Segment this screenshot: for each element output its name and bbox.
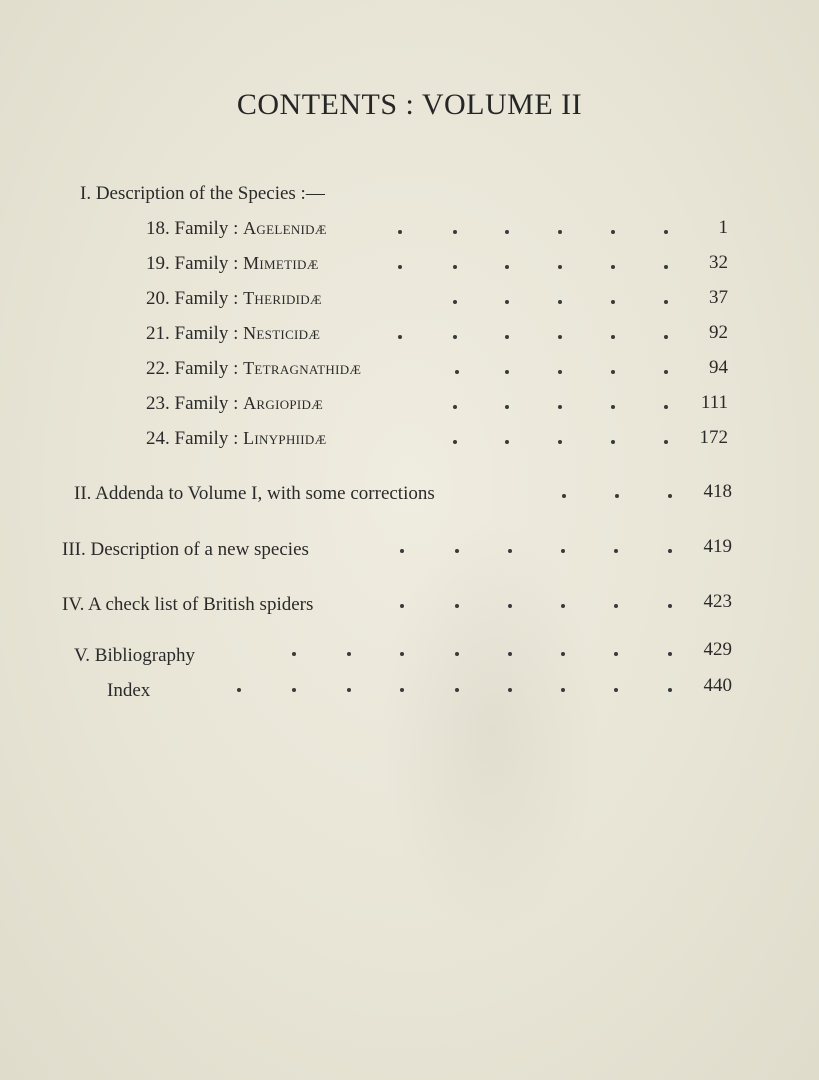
leader-dot — [455, 604, 459, 608]
family-number: 18. Family : — [146, 218, 239, 239]
family-name: Tetragnathidæ — [243, 358, 362, 378]
toc-entry-family-23 — [146, 389, 323, 417]
leader-dot — [558, 265, 562, 269]
leader-dot — [558, 370, 562, 374]
leader-dot — [453, 335, 457, 339]
toc-entry-bibliography: V. Bibliography — [74, 645, 196, 666]
family-number: 23. Family : — [146, 393, 239, 414]
family-number: 20. Family : — [146, 288, 239, 309]
leader-dot — [505, 370, 509, 374]
leader-dot — [664, 440, 668, 444]
page-number: 440 — [703, 675, 732, 696]
leader-dot — [455, 688, 459, 692]
leader-dot — [453, 405, 457, 409]
leader-dot — [668, 652, 672, 656]
page-number: 37 — [709, 287, 728, 308]
leader-dot — [668, 549, 672, 553]
leader-dot — [614, 688, 618, 692]
leader-dot — [398, 335, 402, 339]
leader-dot — [558, 440, 562, 444]
leader-dot — [453, 265, 457, 269]
toc-entry-addenda: II. Addenda to Volume I, with some corrections — [74, 483, 435, 504]
toc-entry-check-list: IV. A check list of British spiders — [62, 594, 314, 615]
leader-dot — [561, 688, 565, 692]
leader-dot — [292, 652, 296, 656]
leader-dot — [558, 405, 562, 409]
page-number: 111 — [700, 392, 728, 413]
leader-dot — [611, 265, 615, 269]
family-number: 22. Family : — [146, 358, 239, 379]
show-through-shadow — [380, 520, 600, 940]
leader-dot — [561, 604, 565, 608]
family-name: Nesticidæ — [243, 323, 321, 343]
leader-dot — [292, 688, 296, 692]
leader-dot — [398, 230, 402, 234]
family-name: Mimetidæ — [243, 253, 319, 273]
toc-entry-family-18 — [146, 214, 327, 242]
toc-entry-family-22 — [146, 354, 361, 382]
leader-dot — [453, 440, 457, 444]
leader-dot — [558, 335, 562, 339]
family-number: 21. Family : — [146, 323, 239, 344]
page-number: 429 — [703, 639, 732, 660]
leader-dot — [455, 370, 459, 374]
leader-dot — [664, 335, 668, 339]
leader-dot — [664, 370, 668, 374]
leader-dot — [561, 652, 565, 656]
leader-dot — [614, 549, 618, 553]
leader-dot — [664, 300, 668, 304]
leader-dot — [398, 265, 402, 269]
leader-dot — [508, 688, 512, 692]
leader-dot — [505, 335, 509, 339]
page-number: 418 — [703, 481, 732, 502]
leader-dot — [505, 405, 509, 409]
leader-dot — [611, 405, 615, 409]
toc-entry-new-species: III. Description of a new species — [62, 539, 309, 560]
toc-entry-index: Index — [107, 680, 151, 701]
leader-dot — [508, 604, 512, 608]
leader-dot — [614, 604, 618, 608]
leader-dot — [505, 265, 509, 269]
leader-dot — [615, 494, 619, 498]
leader-dot — [558, 230, 562, 234]
leader-dot — [561, 549, 565, 553]
leader-dot — [668, 494, 672, 498]
leader-dot — [668, 688, 672, 692]
section-heading-description: I. Description of the Species :— — [80, 183, 325, 204]
leader-dot — [505, 230, 509, 234]
family-name: Therididæ — [243, 288, 322, 308]
leader-dot — [611, 370, 615, 374]
page-number: 32 — [709, 252, 728, 273]
page-number: 423 — [703, 591, 732, 612]
leader-dot — [611, 335, 615, 339]
leader-dot — [455, 652, 459, 656]
leader-dot — [508, 549, 512, 553]
leader-dot — [664, 405, 668, 409]
leader-dot — [400, 688, 404, 692]
page-number: 92 — [709, 322, 728, 343]
toc-entry-family-20 — [146, 284, 322, 312]
leader-dot — [508, 652, 512, 656]
leader-dot — [237, 688, 241, 692]
leader-dot — [611, 230, 615, 234]
toc-entry-family-21 — [146, 319, 320, 347]
leader-dot — [558, 300, 562, 304]
family-name: Argiopidæ — [243, 393, 324, 413]
leader-dot — [453, 300, 457, 304]
toc-entry-family-19 — [146, 249, 319, 277]
leader-dot — [400, 652, 404, 656]
leader-dot — [455, 549, 459, 553]
leader-dot — [664, 265, 668, 269]
leader-dot — [505, 300, 509, 304]
page-title: CONTENTS : VOLUME II — [236, 88, 583, 121]
leader-dot — [611, 300, 615, 304]
leader-dot — [505, 440, 509, 444]
leader-dot — [347, 652, 351, 656]
leader-dot — [347, 688, 351, 692]
leader-dot — [664, 230, 668, 234]
leader-dot — [400, 604, 404, 608]
family-name: Linyphiidæ — [243, 428, 327, 448]
leader-dot — [668, 604, 672, 608]
leader-dot — [562, 494, 566, 498]
page-number: 172 — [699, 427, 728, 448]
leader-dot — [611, 440, 615, 444]
family-number: 19. Family : — [146, 253, 239, 274]
page-number: 419 — [703, 536, 732, 557]
leader-dot — [614, 652, 618, 656]
leader-dot — [400, 549, 404, 553]
leader-dot — [453, 230, 457, 234]
toc-entry-family-24 — [146, 424, 326, 452]
page-number: 94 — [709, 357, 728, 378]
family-name: Agelenidæ — [243, 218, 327, 238]
page-number: 1 — [718, 217, 728, 238]
family-number: 24. Family : — [146, 428, 239, 449]
